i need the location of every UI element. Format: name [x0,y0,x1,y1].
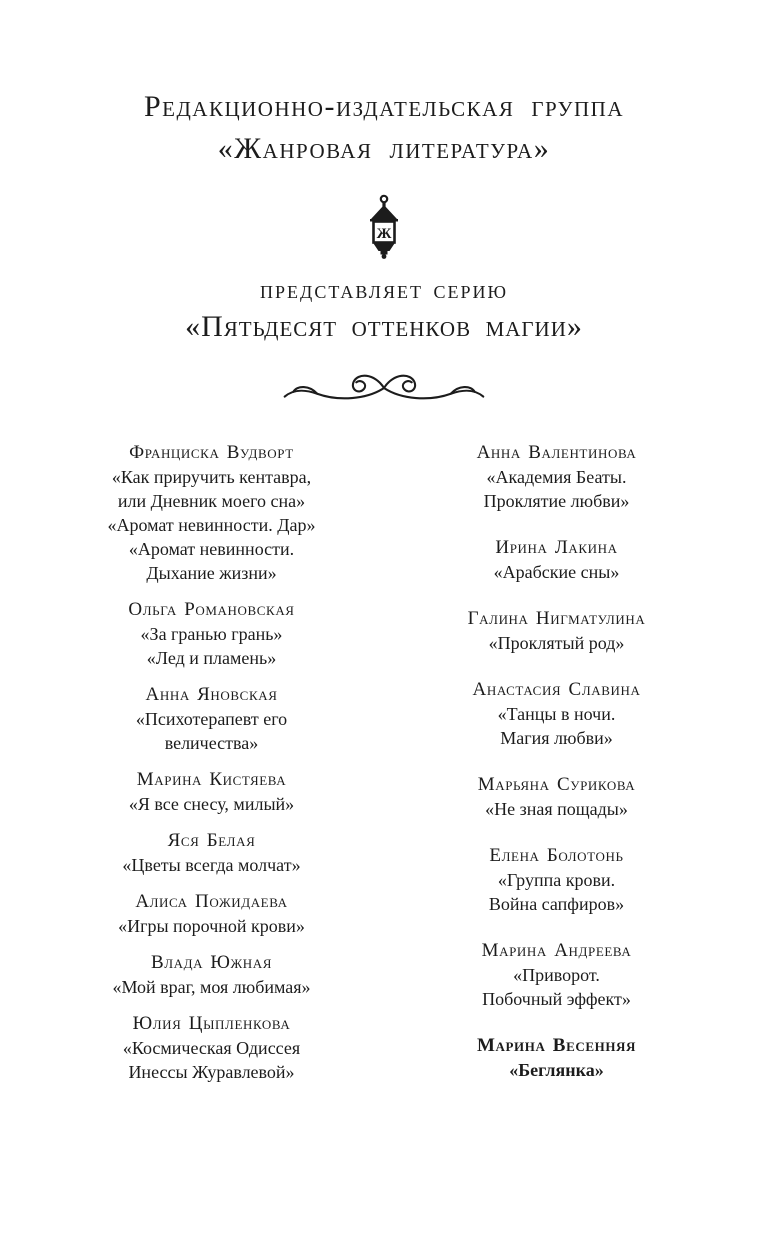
book-title-line: «Аромат невинности. [128,539,295,559]
book-title-line: «Группа крови. [497,870,616,890]
book-title-line: «Академия Беаты. [486,467,627,487]
author-name: Яся Белая [167,830,256,851]
book-list-right-column [384,441,729,1105]
book-title-line: «Аромат невинности. Дар» [107,515,316,535]
book-title-line: «Игры порочной крови» [118,916,305,936]
author-name: Анастасия Славина [472,679,641,700]
lantern-letter: Ж [376,226,392,242]
author-name: Алиса Пожидаева [135,891,288,912]
book-entry [392,607,721,655]
author-name: Влада Южная [150,952,273,973]
lantern-icon [0,194,768,260]
presents-series-label: ПРЕДСТАВЛЯЕТ СЕРИЮ [260,282,508,302]
book-title-line: «За гранью грань» [140,624,283,644]
book-title-line: «Приворот. [513,965,600,985]
author-name: Анна Яновская [145,684,278,705]
book-entry [392,536,721,584]
book-entry [47,768,376,816]
book-entry [392,441,721,513]
book-list-left-column [39,441,384,1105]
book-title-line: «Космическая Одиссея [122,1038,301,1058]
publishing-group-line2: «Жанровая литература» [217,132,551,165]
author-name: Елена Болотонь [489,845,624,866]
book-title-line: или Дневник моего сна» [117,491,306,511]
book-entry [392,844,721,916]
book-title-line: «Цветы всегда молчат» [122,855,301,875]
book-title-line: Побочный эффект» [482,989,631,1009]
book-lists [39,441,729,1105]
book-entry [47,598,376,670]
book-title-line: «Арабские сны» [493,562,620,582]
book-title-line: Война сапфиров» [488,894,625,914]
book-entry [47,683,376,755]
publishing-group-line1: Редакционно-издательская группа [143,90,625,123]
author-name: Юлия Цыпленкова [132,1013,291,1034]
book-title-line: величества» [164,733,259,753]
book-entry [47,890,376,938]
author-name: Анна Валентинова [476,442,637,463]
author-name: Марьяна Сурикова [477,774,636,795]
flourish-divider-icon [0,367,768,409]
book-title-line: Проклятие любви» [483,491,630,511]
book-entry [392,773,721,821]
book-entry [392,939,721,1011]
author-name: Марина Весенняя [476,1035,637,1056]
book-entry [47,951,376,999]
book-title-line: «Как приручить кентавра, [111,467,312,487]
author-name: Марина Андреева [481,940,632,961]
author-name: Галина Нигматулина [467,608,646,629]
book-title-line: Дыхание жизни» [146,563,277,583]
book-entry [47,441,376,585]
book-title-line: «Не зная пощады» [485,799,628,819]
book-title-line: Инессы Журавлевой» [128,1062,295,1082]
author-name: Марина Кистяева [136,769,287,790]
book-title-line: «Танцы в ночи. [497,704,616,724]
author-name: Франциска Вудворт [129,442,294,463]
book-title-line: «Лед и пламень» [146,648,277,668]
book-title-line: «Мой враг, моя любимая» [112,977,311,997]
book-entry [392,678,721,750]
book-title-line: Магия любви» [500,728,613,748]
publishing-group-heading [0,86,768,170]
book-title-line: «Я все снесу, милый» [128,794,295,814]
author-name: Ольга Романовская [128,599,295,620]
book-title-line: «Проклятый род» [488,633,625,653]
author-name: Ирина Лакина [495,537,618,558]
book-entry [392,1034,721,1082]
book-entry [47,829,376,877]
book-title-line: «Беглянка» [509,1060,604,1080]
book-entry [47,1012,376,1084]
series-title: «Пятьдесят оттенков магии» [185,310,583,343]
book-title-line: «Психотерапевт его [135,709,288,729]
